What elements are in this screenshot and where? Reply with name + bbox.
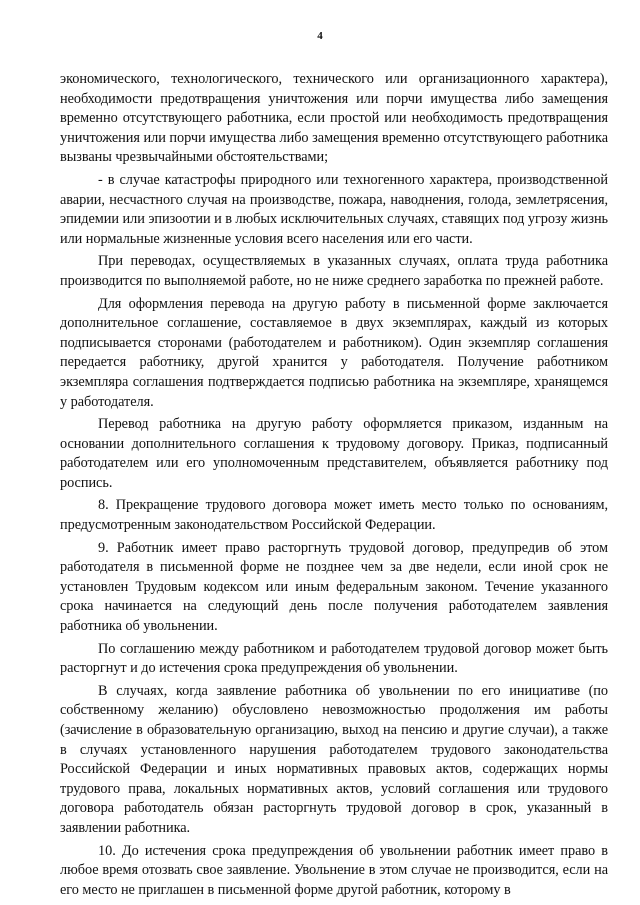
paragraph-clause-9: 9. Работник имеет право расторгнуть трудовой договор, предупредив об этом работодателя в письменной форме не позднее чем за две недели, если иной срок не установлен Трудовым кодексом или иным федеральным законом. Течение указанного срока начинается на следующий день после получения работодателем заявления работника об увольнении. [60,539,608,635]
paragraph-transfer-order: Перевод работника на другую работу оформляется приказом, изданным на основании дополнительного соглашения к трудовому договору. Приказ, подписанный работодателем или его уполномоченным представителем, объявляется работнику под роспись. [60,416,608,491]
paragraph-mutual-agreement: По соглашению между работником и работодателем трудовой договор может быть расторгнут и до истечения срока предупреждения об увольнении. [60,640,608,677]
page-number: 4 [317,30,323,42]
paragraph-continuation: экономического, технологического, технического или организационного характера), необходимости предотвращения уничтожения или порчи имущества либо замещения временно отсутствующего работника, если простой или необходимость предотвращения уничтожения или порчи имущества либо замещения временно отсутствующего работника вызваны чрезвычайными обстоятельствами; [60,71,608,166]
paragraph-clause-8: 8. Прекращение трудового договора может иметь место только по основаниям, предусмотренным законодательством Российской Федерации. [60,497,608,534]
paragraph-disaster-case: - в случае катастрофы природного или техногенного характера, производственной аварии, несчастного случая на производстве, пожара, наводнения, голода, землетрясения, эпидемии или эпизоотии и в любых исключительных случаях, ставящих под угрозу жизнь или нормальные жизненные условия всего населения или его части. [60,171,609,247]
paragraph-pay-during-transfer: При переводах, осуществляемых в указанных случаях, оплата труда работника производится по выполняемой работе, но не ниже среднего заработка по прежней работе. [60,253,608,289]
document-body [60,70,608,900]
paragraph-employee-initiative: В случаях, когда заявление работника об увольнении по его инициативе (по собственному желанию) обусловлено невозможностью продолжения им работы (зачисление в образовательную организацию, выход на пенсию и другие случаи), а также в случаях установленного нарушения работодателем трудового законодательства Российской Федерации и иных нормативных правовых актов, содержащих нормы трудового права, локальных нормативных актов, условий соглашения или трудового договора работодатель обязан расторгнуть трудовой договор в срок, указанный в заявлении работника. [60,682,608,836]
paragraph-clause-10: 10. До истечения срока предупреждения об увольнении работник имеет право в любое время отозвать свое заявление. Увольнение в этом случае не производится, если на его место не приглашен в письменной форме другой работник, которому в [60,842,608,898]
paragraph-transfer-agreement: Для оформления перевода на другую работу в письменной форме заключается дополнительное соглашение, составляемое в двух экземплярах, каждый из которых подписывается сторонами (работодателем и работником). Один экземпляр соглашения передается работнику, другой хранится у работодателя. Получение работником экземпляра соглашения подтверждается подписью работника на экземпляре, хранящемся у работодателя. [60,295,608,410]
